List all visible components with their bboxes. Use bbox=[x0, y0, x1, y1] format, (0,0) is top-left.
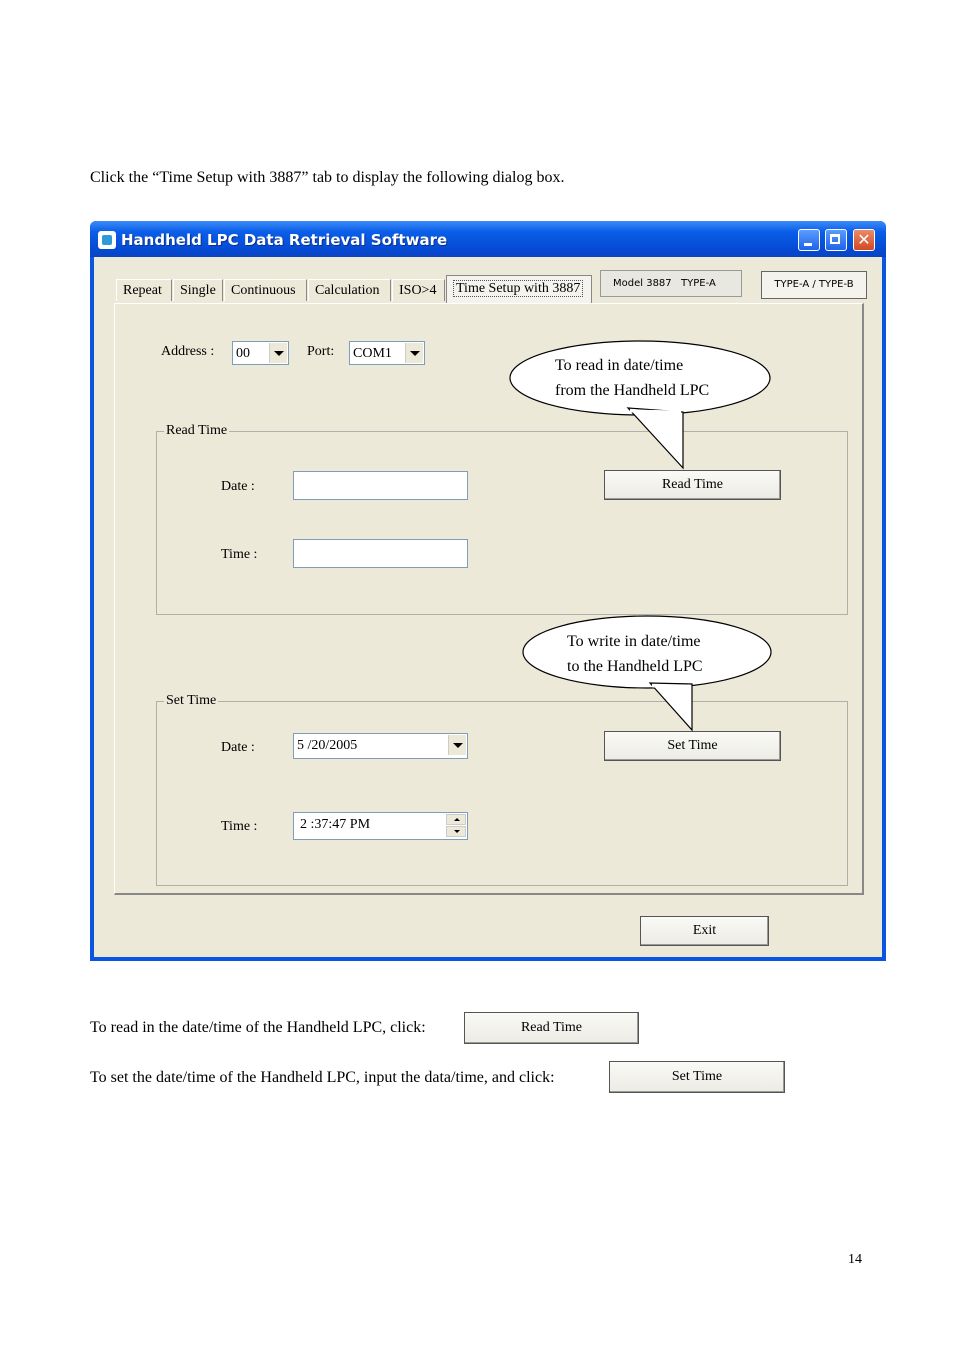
model-label: Model 3887 bbox=[613, 278, 672, 289]
set-date-value: 5 /20/2005 bbox=[297, 738, 358, 753]
window-title: Handheld LPC Data Retrieval Software bbox=[121, 231, 448, 249]
port-label: Port: bbox=[307, 344, 335, 359]
exit-button[interactable]: Exit bbox=[640, 916, 769, 946]
set-time-label: Time : bbox=[221, 819, 258, 834]
tab-label: ISO>4 bbox=[399, 283, 437, 298]
intro-text: Click the “Time Setup with 3887” tab to display the following dialog box. bbox=[90, 169, 565, 186]
read-time-button-sample: Read Time bbox=[464, 1012, 639, 1044]
read-callout-line-2: from the Handheld LPC bbox=[555, 382, 710, 399]
read-callout-pointer bbox=[628, 408, 683, 468]
set-time-button[interactable]: Set Time bbox=[604, 731, 781, 761]
tab-label: Calculation bbox=[315, 283, 380, 298]
read-callout-line-1: To read in date/time bbox=[555, 357, 684, 374]
set-time-value: 2 :37:47 PM bbox=[300, 817, 371, 832]
read-time-label: Time : bbox=[221, 547, 258, 562]
page-number: 14 bbox=[848, 1252, 862, 1267]
address-label: Address : bbox=[161, 344, 215, 359]
read-date-label: Date : bbox=[221, 479, 255, 494]
tab-label: Repeat bbox=[123, 283, 162, 298]
read-time-button[interactable]: Read Time bbox=[604, 470, 781, 500]
set-instruction-text: To set the date/time of the Handheld LPC, input the data/time, and click: bbox=[90, 1069, 555, 1086]
port-value: COM1 bbox=[353, 346, 392, 361]
read-callout-seam bbox=[630, 411, 681, 412]
set-time-group-title: Set Time bbox=[166, 693, 217, 708]
read-instruction-text: To read in the date/time of the Handheld LPC, click: bbox=[90, 1019, 426, 1036]
tab-label: Time Setup with 3887 bbox=[453, 280, 583, 297]
set-time-button-sample: Set Time bbox=[609, 1061, 785, 1093]
type-toggle-button[interactable]: TYPE-A / TYPE-B bbox=[761, 271, 867, 299]
write-callout-line-2: to the Handheld LPC bbox=[567, 658, 703, 675]
tab-label: Single bbox=[180, 283, 216, 298]
read-time-group-title: Read Time bbox=[166, 423, 228, 438]
close-icon: ✕ bbox=[857, 230, 871, 249]
model-type: TYPE-A bbox=[681, 278, 716, 289]
set-date-label: Date : bbox=[221, 740, 255, 755]
address-value: 00 bbox=[236, 346, 250, 361]
write-callout-line-1: To write in date/time bbox=[567, 633, 701, 650]
tab-label: Continuous bbox=[231, 283, 296, 298]
write-callout-pointer bbox=[650, 683, 692, 730]
